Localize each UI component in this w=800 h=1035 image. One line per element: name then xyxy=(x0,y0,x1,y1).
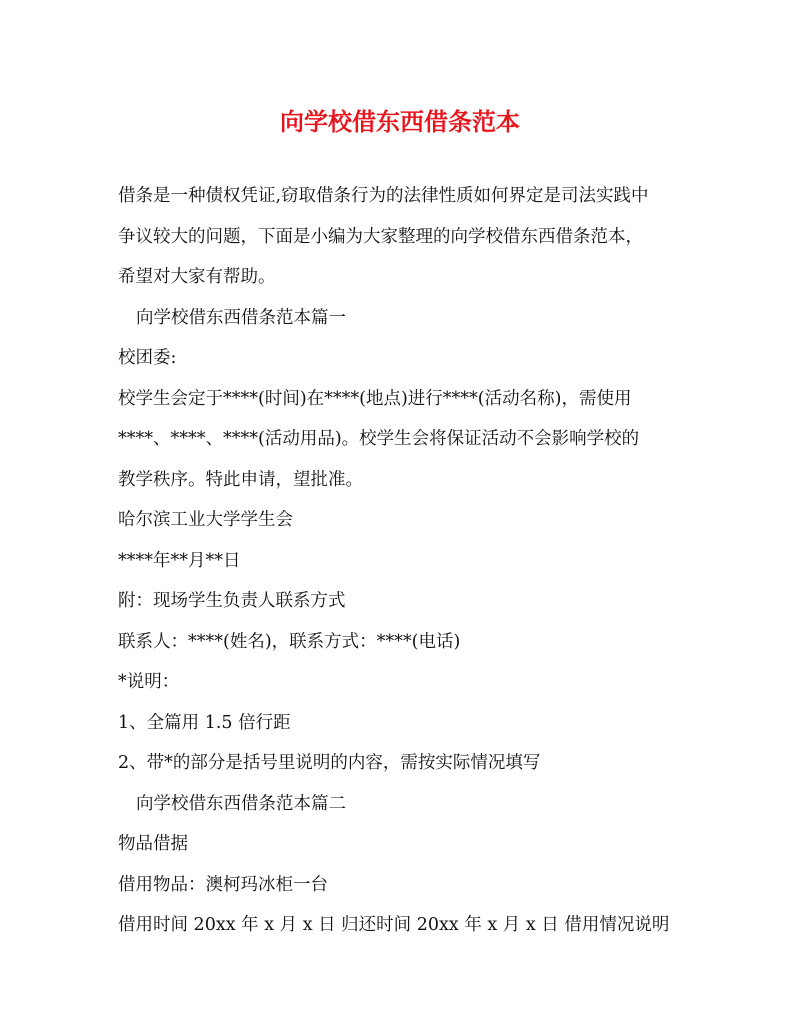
document-body xyxy=(118,176,688,946)
attachment-heading: 附：现场学生负责人联系方式 xyxy=(118,591,346,611)
intro-line-2: 争议较大的问题，下面是小编为大家整理的向学校借东西借条范本， xyxy=(118,226,643,247)
note-heading: *说明： xyxy=(118,672,180,692)
signature-org: 哈尔滨工业大学学生会 xyxy=(118,510,293,530)
intro-line-1: 借条是一种债权凭证,窃取借条行为的法律性质如何界定是司法实践中 xyxy=(118,186,649,206)
receipt-title: 物品借据 xyxy=(118,834,188,854)
body-line-2: ****、****、****(活动用品)。校学生会将保证活动不会影响学校的 xyxy=(118,429,640,449)
note-item-1: 1、全篇用 1.5 倍行距 xyxy=(118,712,291,733)
intro-line-3: 希望对大家有帮助。 xyxy=(118,267,276,287)
body-line-1: 校学生会定于****(时间)在****(地点)进行****(活动名称)，需使用 xyxy=(118,388,632,409)
document-title: 向学校借东西借条范本 xyxy=(280,107,520,136)
contact-line: 联系人：****(姓名)，联系方式：****(电话) xyxy=(118,631,461,652)
borrowed-item-line: 借用物品：澳柯玛冰柜一台 xyxy=(118,874,328,895)
section-heading-2: 向学校借东西借条范本篇二 xyxy=(136,793,346,814)
recipient-line: 校团委: xyxy=(118,348,177,368)
signature-date: ****年**月**日 xyxy=(118,550,241,571)
body-line-3: 教学秩序。特此申请，望批准。 xyxy=(118,469,363,490)
section-heading-1: 向学校借东西借条范本篇一 xyxy=(136,307,346,328)
note-item-2: 2、带*的部分是括号里说明的内容，需按实际情况填写 xyxy=(118,753,541,773)
borrow-time-line: 借用时间 20xx 年 x 月 x 日 归还时间 20xx 年 x 月 x 日 借用情况说明 xyxy=(118,915,670,935)
